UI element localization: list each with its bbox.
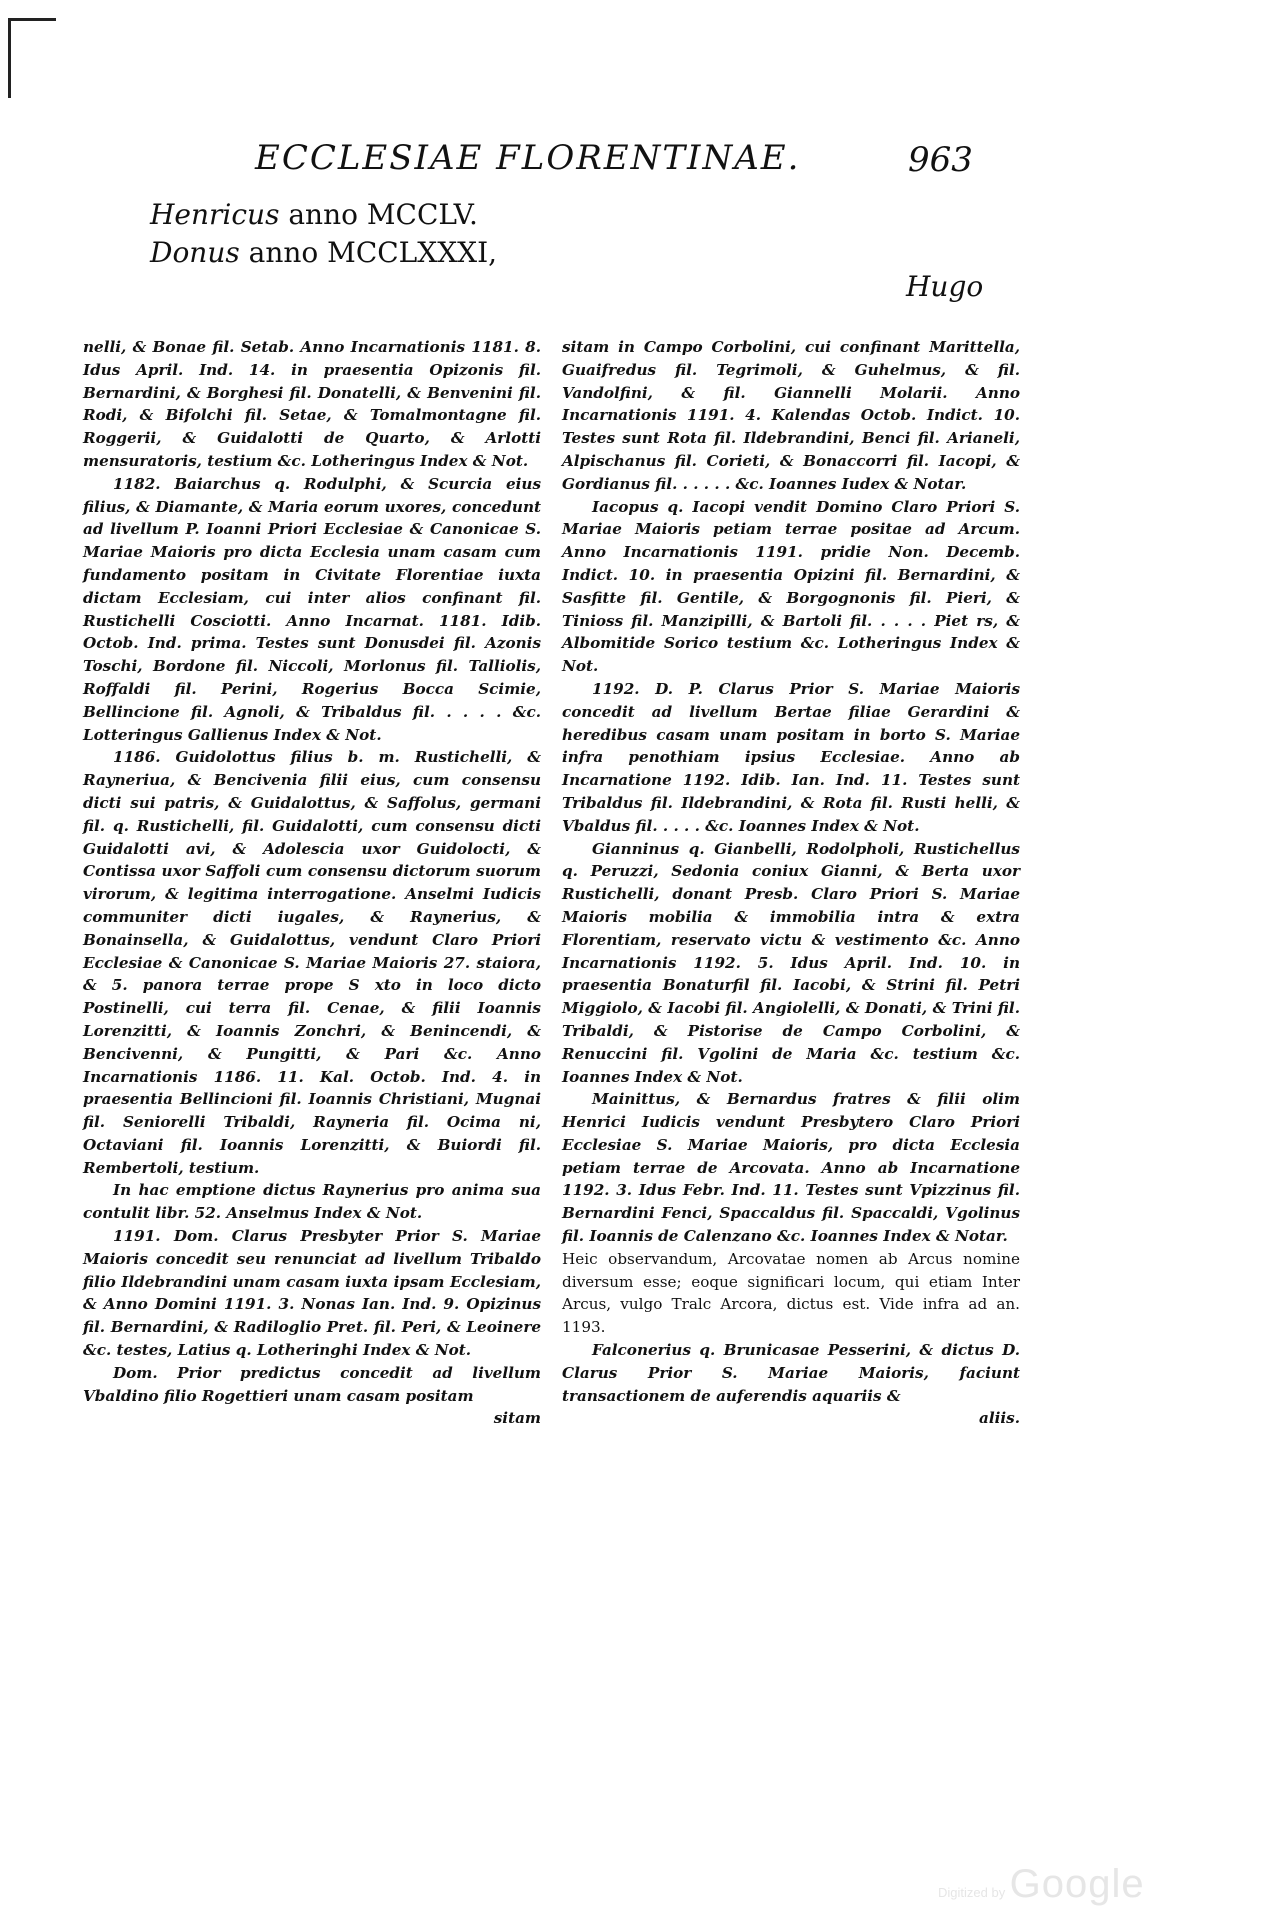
bishop-name: Henricus [150, 198, 280, 231]
bishop-year: anno MCCLV. [279, 198, 478, 231]
paragraph: nelli, & Bonae fil. Setab. Anno Incarnationis 1181. 8. Idus April. Ind. 14. in praesentia Opizonis fil. Bernardini, & Borghesi fil. Donatelli, & Benvenini fil. Rodi, & Bifolchi fil. Setae, & Tomalmontagne fil. Roggerii, & Guidalotti de Quarto, & Arlotti mensuratoris, testium &c. Lotheringus Index & Not. [83, 338, 541, 470]
running-title: ECCLESIAE FLORENTINAE. [255, 138, 801, 178]
paragraph: In hac emptione dictus Raynerius pro anima sua contulit libr. 52. Anselmus Index & Not. [83, 1181, 541, 1223]
bishop-year: anno MCCLXXXI, [239, 236, 498, 269]
paragraph: Iacopus q. Iacopi vendit Domino Claro Priori S. Mariae Maioris petiam terrae positae ad Arcum. Anno Incarnationis 1191. pridie Non. Decemb. Indict. 10. in praesentia Opizini fil. Bernardini, & Sasfitte fil. Gentile, & Borgognonis fil. Pieri, & Tinioss fil. Manzipilli, & Bartoli fil. . . . . Piet rs, & Albomitide Sorico testium &c. Lotheringus Index & Not. [562, 497, 1020, 676]
column-catchword: sitam [493, 1409, 541, 1428]
catchword: Hugo [906, 270, 984, 303]
paragraph: Gianninus q. Gianbelli, Rodolpholi, Rustichellus q. Peruzzi, Sedonia coniux Gianni, & Berta uxor Rustichelli, donant Presb. Claro Priori S. Mariae Maioris mobilia & immobilia intra & extra Florentiam, reservato victu & vestimento &c. Anno Incarnationis 1192. 5. Idus April. Ind. 10. in praesentia Bonaturfil fil. Iacobi, & Strini fil. Petri Miggiolo, & Iacobi fil. Angiolelli, & Donati, & Trini fil. Tribaldi, & Pistorise de Campo Corbolini, & Renuccini fil. Vgolini de Maria &c. testium &c. Ioannes Index & Not. [562, 839, 1020, 1086]
column-end-word: aliis. [979, 1409, 1020, 1428]
corner-crop-mark-horizontal [8, 18, 56, 21]
digitized-watermark [938, 1862, 1145, 1907]
bishops-list [150, 196, 497, 272]
paragraph: Dom. Prior predictus concedit ad livellum Vbaldino filio Rogettieri unam casam positam [83, 1363, 541, 1405]
bishop-entry [150, 196, 497, 234]
paragraph: 1192. D. P. Clarus Prior S. Mariae Maioris concedit ad livellum Bertae filiae Gerardini & heredibus casam unam positam in borto S. Mariae infra penothiam ipsius Ecclesiae. Anno ab Incarnatione 1192. Idib. Ian. Ind. 11. Testes sunt Tribaldus fil. Ildebrandini, & Rota fil. Rusti helli, & Vbaldus fil. . . . . &c. Ioannes Index & Not. [562, 679, 1020, 835]
bishop-entry [150, 234, 497, 272]
paragraph: sitam in Campo Corbolini, cui confinant Marittella, Guaifredus fil. Tegrimoli, & Guhelmus, & fil. Vandolfini, & fil. Giannelli Molarii. Anno Incarnationis 1191. 4. Kalendas Octob. Indict. 10. Testes sunt Rota fil. Ildebrandini, Benci fil. Arianeli, Alpischanus fil. Corieti, & Bonaccorri fil. Iacopi, & Gordianus fil. . . . . . &c. Ioannes Iudex & Notar. [562, 338, 1020, 493]
watermark-prefix: Digitized by [938, 1885, 1006, 1900]
left-text-column [83, 336, 541, 1430]
right-text-column [562, 336, 1020, 1430]
paragraph: 1182. Baiarchus q. Rodulphi, & Scurcia eius filius, & Diamante, & Maria eorum uxores, concedunt ad livellum P. Ioanni Priori Ecclesiae & Canonicae S. Mariae Maioris pro dicta Ecclesia unam casam cum fundamento positam in Civitate Florentiae iuxta dictam Ecclesiam, cui inter alios confinant fil. Rustichelli Cosciotti. Anno Incarnat. 1181. Idib. Octob. Ind. prima. Testes sunt Donusdei fil. Azonis Toschi, Bordone fil. Niccoli, Morlonus fil. Talliolis, Roffaldi fil. Perini, Rogerius Bocca Scimie, Bellincione fil. Agnoli, & Tribaldus fil. . . . . &c. Lotteringus Gallienus Index & Not. [83, 474, 541, 744]
google-logo: Google [1009, 1862, 1145, 1906]
paragraph: 1191. Dom. Clarus Presbyter Prior S. Mariae Maioris concedit seu renunciat ad livellum Tribaldo filio Ildebrandini unam casam iuxta ipsam Ecclesiam, & Anno Domini 1191. 3. Nonas Ian. Ind. 9. Opizinus fil. Bernardini, & Radiloglio Pret. fil. Peri, & Leoinere &c. testes, Latius q. Lotheringhi Index & Not. [83, 1227, 541, 1360]
bishop-name: Donus [150, 236, 240, 269]
paragraph: Falconerius q. Brunicasae Pesserini, & dictus D. Clarus Prior S. Mariae Maioris, faciunt transactionem de auferendis aquariis & [562, 1341, 1020, 1405]
paragraph: 1186. Guidolottus filius b. m. Rustichelli, & Rayneriua, & Bencivenia filii eius, cum consensu dicti sui patris, & Guidalottus, & Saffolus, germani fil. q. Rustichelli, fil. Guidalotti, cum consensu dicti Guidalotti avi, & Adolescia uxor Guidolocti, & Contissa uxor Saffoli cum consensu dictorum suorum virorum, & legitima interrogatione. Anselmi Iudicis communiter dicti iugales, & Raynerius, & Bonainsella, & Guidalottus, vendunt Claro Priori Ecclesiae & Canonicae S. Mariae Maioris 27. staiora, & 5. panora terrae prope S xto in loco dicto Postinelli, cui terra fil. Cenae, & filii Ioannis Lorenzitti, & Ioannis Zonchri, & Benincendi, & Bencivenni, & Pungitti, & Pari &c. Anno Incarnationis 1186. 11. Kal. Octob. Ind. 4. in praesentia Bellincioni fil. Ioannis Christiani, Mugnai fil. Seniorelli Tribaldi, Rayneria fil. Ocima ni, Octaviani fil. Ioannis Lorenzitti, & Buiordi fil. Rembertoli, testium. [83, 748, 541, 1177]
corner-crop-mark-vertical [8, 18, 11, 98]
note-paragraph: Heic observandum, Arcovatae nomen ab Arcus nomine diversum esse; eoque significari locum, qui etiam Inter Arcus, vulgo Tralc Arcora, dictus est. Vide infra ad an. 1193. [562, 1249, 1020, 1337]
paragraph: Mainittus, & Bernardus fratres & filii olim Henrici Iudicis vendunt Presbytero Claro Priori Ecclesiae S. Mariae Maioris, pro dicta Ecclesia petiam terrae de Arcovata. Anno ab Incarnatione 1192. 3. Idus Febr. Ind. 11. Testes sunt Vpizzinus fil. Bernardini Fenci, Spaccaldus fil. Spaccaldi, Vgolinus fil. Ioannis de Calenzano &c. Ioannes Index & Notar. [562, 1090, 1020, 1246]
page-number: 963 [908, 140, 973, 180]
